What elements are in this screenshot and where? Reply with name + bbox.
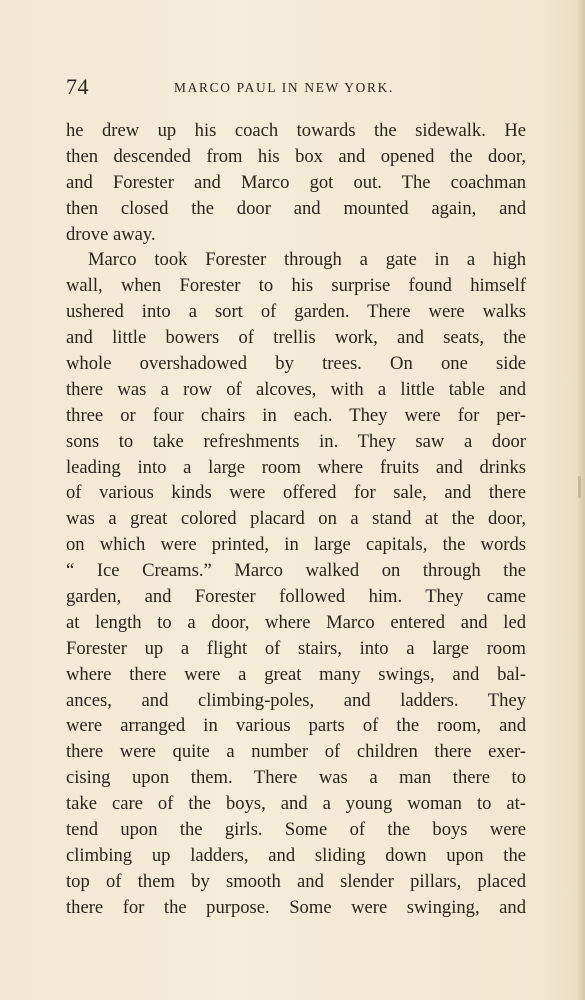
text-line: wall, when Forester to his surprise found himself	[66, 275, 526, 297]
page-edge-shadow	[577, 0, 585, 1000]
text-line: sons to take refreshments in. They saw a door	[66, 430, 526, 452]
text-line: where there were a great many swings, and bal-	[66, 663, 526, 685]
text-line: garden, and Forester followed him. They came	[66, 586, 526, 608]
text-line: drove away.	[66, 223, 156, 245]
text-line: cising upon them. There was a man there to	[66, 767, 526, 789]
text-line: top of them by smooth and slender pillars, placed	[66, 870, 526, 892]
text-line: on which were printed, in large capitals, the words	[66, 534, 526, 556]
text-line: was a great colored placard on a stand at the door,	[66, 508, 526, 530]
text-line: “ Ice Creams.” Marco walked on through the	[66, 560, 526, 582]
text-line: there was a row of alcoves, with a little table and	[66, 378, 526, 400]
running-title: MARCO PAUL IN NEW YORK.	[174, 80, 395, 95]
text-line: were arranged in various parts of the room, and	[66, 715, 526, 737]
text-line: and Forester and Marco got out. The coachman	[66, 171, 526, 193]
text-line: he drew up his coach towards the sidewalk. He	[66, 120, 526, 141]
page-header	[66, 74, 526, 100]
text-line: and little bowers of trellis work, and seats, the	[66, 327, 526, 349]
text-line: then closed the door and mounted again, and	[66, 197, 526, 219]
text-line: ushered into a sort of garden. There were walks	[66, 301, 526, 323]
text-line: at length to a door, where Marco entered and led	[66, 611, 526, 633]
text-line: of various kinds were offered for sale, and there	[66, 482, 526, 504]
text-line: whole overshadowed by trees. On one side	[66, 353, 526, 375]
text-line: three or four chairs in each. They were for per-	[66, 404, 526, 426]
text-line: then descended from his box and opened the door,	[66, 145, 526, 167]
paragraph-start-line: Marco took Forester through a gate in a high	[88, 249, 526, 271]
page-number: 74	[66, 74, 89, 99]
page-blemish	[578, 476, 581, 498]
text-line: take care of the boys, and a young woman to at-	[66, 793, 526, 815]
body-text	[66, 118, 526, 921]
text-line: tend upon the girls. Some of the boys were	[66, 819, 526, 841]
text-line: climbing up ladders, and sliding down upon the	[66, 844, 526, 866]
text-line: there for the purpose. Some were swinging, and	[66, 896, 526, 918]
text-line: ances, and climbing-poles, and ladders. They	[66, 689, 526, 711]
text-line: leading into a large room where fruits and drinks	[66, 456, 526, 478]
text-line: there were quite a number of children there exer-	[66, 741, 526, 763]
text-line: Forester up a flight of stairs, into a large room	[66, 637, 526, 659]
